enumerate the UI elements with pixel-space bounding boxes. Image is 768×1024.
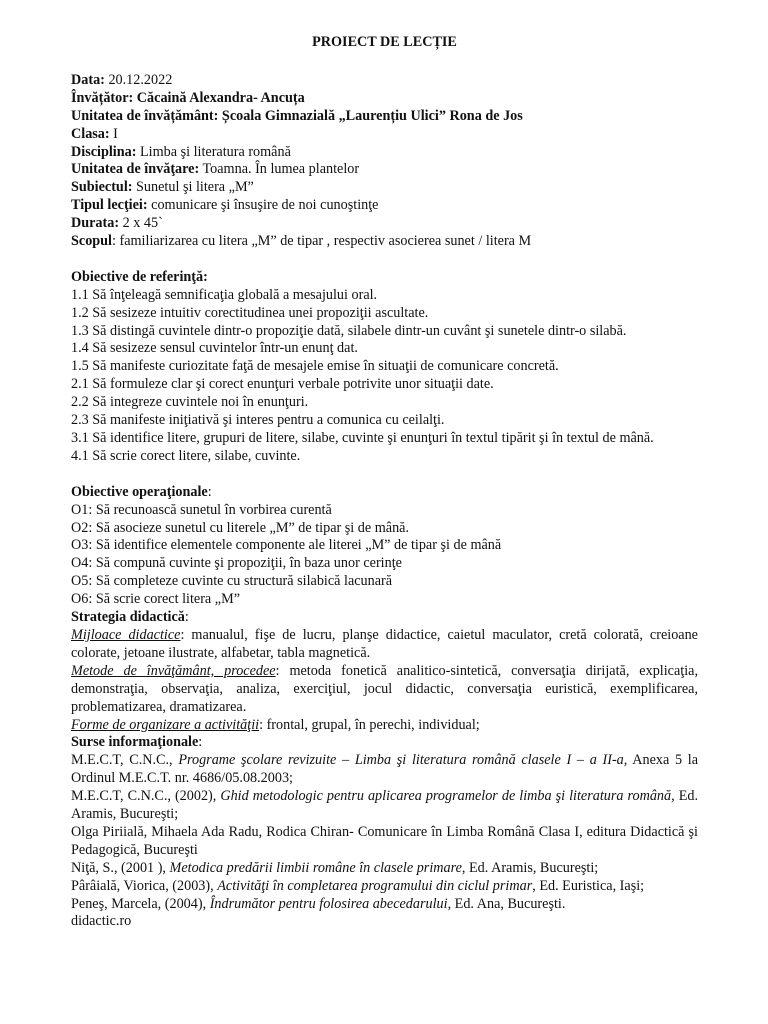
header-value: : familiarizarea cu litera „M” de tipar , respectiv asocierea sunet / litera M (112, 233, 532, 250)
header-teacher (71, 90, 698, 108)
header-class (71, 126, 698, 144)
header-value: 20.12.2022 (104, 71, 173, 88)
strategy-heading: Strategia didactică: (71, 609, 189, 626)
source-item: M.E.C.T, C.N.C., (2002), Ghid metodologic pentru aplicarea programelor de limba şi literatura română, Ed. Aramis, Bucureşti; (71, 788, 699, 823)
header-discipline (71, 144, 698, 162)
methods-label: Metode de învăţământ, procedee (71, 662, 276, 679)
list-item: 1.1 Să înţeleagă semnificaţia globală a mesajului oral. (71, 286, 378, 303)
header-value: Sunetul şi litera „M” (132, 179, 254, 196)
header-label: Clasa: (71, 125, 110, 142)
header-value: Toamna. În lumea plantelor (199, 161, 360, 178)
header-unit (71, 161, 698, 179)
footer-source: didactic.ro (71, 913, 132, 930)
list-item: 3.1 Să identifice litere, grupuri de litere, silabe, cuvinte şi enunţuri în textul tipărit şi în textul de mână. (71, 430, 654, 447)
header-value: 2 x 45` (119, 215, 163, 232)
list-item: O6: Să scrie corect litera „M” (71, 591, 240, 608)
header-label: Scopul (71, 233, 113, 250)
list-item: O1: Să recunoască sunetul în vorbirea curentă (71, 501, 332, 518)
list-item: O2: Să asocieze sunetul cu literele „M” de tipar şi de mână. (71, 519, 410, 536)
page-title: PROIECT DE LECȚIE (312, 34, 457, 50)
means-label: Mijloace didactice (71, 626, 181, 643)
list-item: 1.5 Să manifeste curiozitate faţă de mesajele emise în situaţii de comunicare concretă. (71, 358, 559, 375)
list-item: 2.3 Să manifeste iniţiativă şi interes pentru a comunica cu ceilalţi. (71, 412, 445, 429)
header-label: Unitatea de învățământ: Școala Gimnazială „Laurențiu Ulici” Rona de Jos (71, 107, 523, 124)
strategy-forms: Forme de organizare a activităţii: frontal, grupal, în perechi, individual; (71, 716, 480, 733)
list-item: O3: Să identifice elementele componente ale literei „M” de tipar şi de mână (71, 537, 502, 554)
source-item: M.E.C.T, C.N.C., Programe şcolare revizuite – Limba şi literatura română clasele I – a II-a, Anexa 5 la Ordinul M.E.C.T. nr. 4686/05.08.2003; (71, 752, 699, 787)
header-duration (71, 215, 698, 233)
list-item: 2.1 Să formuleze clar şi corect enunţuri verbale potrivite unor situaţii date. (71, 376, 494, 393)
header-date (71, 72, 698, 90)
header-label: Durata: (71, 215, 120, 232)
header-value: Limba şi literatura română (136, 143, 291, 160)
header-value: comunicare şi însuşire de noi cunoştinţe (147, 197, 379, 214)
strategy-means: Mijloace didactice: manualul, fişe de lucru, planşe didactice, caietul maculator, cretă colorată, creioane colorate, jetoane ilustrate, alfabetar, tabla magnetică. (71, 626, 698, 661)
strategy-methods: Metode de învăţământ, procedee: metoda fonetică analitico-sintetică, conversaţia dirijată, explicaţia, demonstraţia, observaţia, analiza, exerciţiul, jocul didactic, conversaţia euristică, exemplificarea, problematizarea, dramatizarea. (71, 662, 699, 715)
operational-objectives-list (71, 502, 698, 609)
sources-heading: Surse informaţionale: (71, 734, 203, 751)
header-block (71, 72, 698, 251)
list-item: 2.2 Să integreze cuvintele noi în enunţuri. (71, 394, 309, 411)
header-label: Disciplina: (71, 143, 137, 160)
header-label: Data: (71, 71, 105, 88)
header-label: Unitatea de învăţare: (71, 161, 200, 178)
header-label: Învățător: Căcaină Alexandra- Ancuța (71, 89, 305, 106)
source-item: Niţă, S., (2001 ), Metodica predării limbii române în clasele primare, Ed. Aramis, Bucureşti; (71, 859, 599, 876)
list-item: 1.4 Să sesizeze sensul cuvintelor într-un enunţ dat. (71, 340, 358, 357)
header-subject (71, 179, 698, 197)
list-item: 1.3 Să distingă cuvintele dintr-o propoziţie dată, silabele dintr-un cuvânt şi sunetele dintr-o silabă. (71, 322, 627, 339)
reference-objectives-list (71, 287, 698, 466)
source-item: Peneş, Marcela, (2004), Îndrumător pentru folosirea abecedarului, Ed. Ana, Bucureşti. (71, 895, 566, 912)
forms-label: Forme de organizare a activităţii (71, 716, 260, 733)
header-school (71, 108, 698, 126)
lesson-plan-page (71, 34, 698, 931)
list-item: O4: Să compună cuvinte şi propoziţii, în baza unor cerinţe (71, 555, 402, 572)
list-item: O5: Să completeze cuvinte cu structură silabică lacunară (71, 573, 393, 590)
header-purpose (71, 233, 698, 251)
operational-objectives-heading: Obiective operaţionale: (71, 483, 212, 500)
list-item: 4.1 Să scrie corect litere, silabe, cuvinte. (71, 447, 301, 464)
header-value: I (109, 125, 118, 142)
header-label: Subiectul: (71, 179, 133, 196)
list-item: 1.2 Să sesizeze intuitiv corectitudinea unei propoziţii ascultate. (71, 304, 429, 321)
header-label: Tipul lecţiei: (71, 197, 148, 214)
header-lesson-type (71, 197, 698, 215)
reference-objectives-heading: Obiective de referinţă: (71, 268, 208, 285)
sources-list (71, 752, 698, 913)
source-item: Olga Piriială, Mihaela Ada Radu, Rodica Chiran- Comunicare în Limba Română Clasa I, editura Didactică şi Pedagogică, Bucureşti (71, 823, 698, 858)
source-item: Pârâială, Viorica, (2003), Activităţi în completarea programului din ciclul primar, Ed. Euristica, Iaşi; (71, 877, 645, 894)
